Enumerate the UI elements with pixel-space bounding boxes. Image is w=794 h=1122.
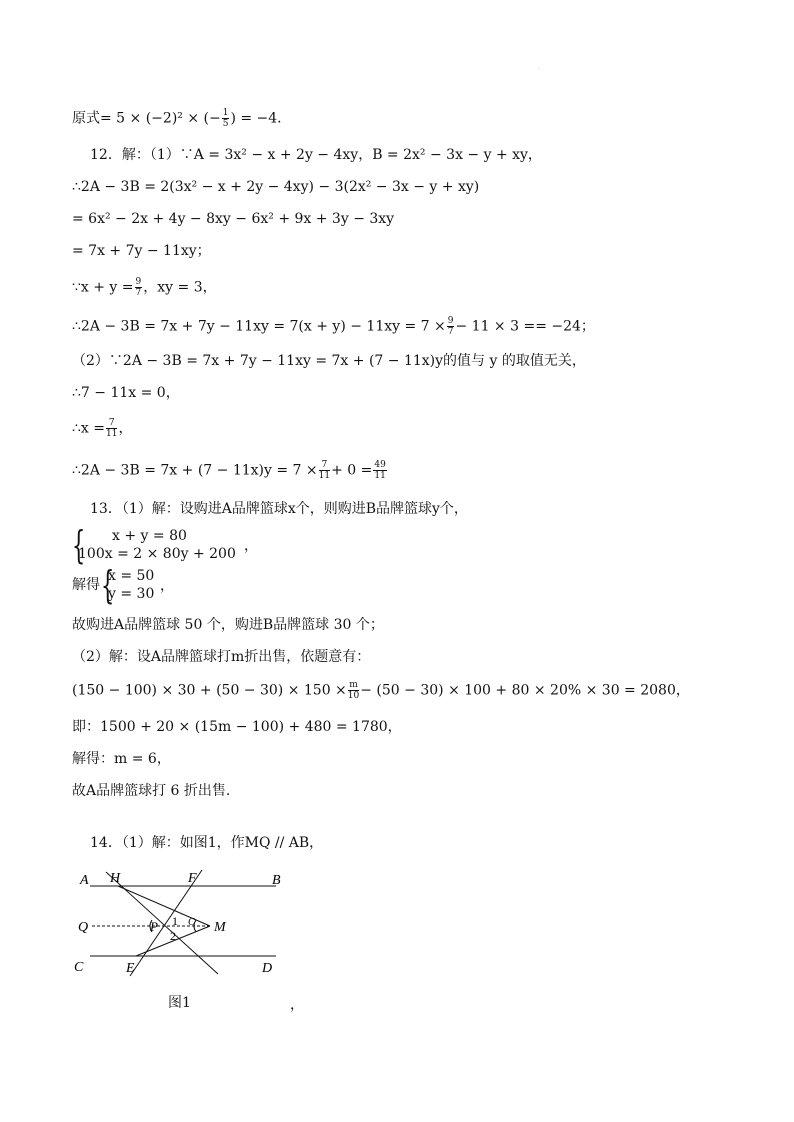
line-q12-given: 12．解：（1）∵A = 3x² − x + 2y − 4xy，B = 2x² − 3x − y + xy， [90, 147, 542, 163]
line-q12-part2: （2）∵2A − 3B = 7x + 7y − 11xy = 7x + (7 − 11x)y的值与 y 的取值无关， [72, 353, 586, 369]
label-1: 1 [172, 914, 178, 928]
geometry-figure [68, 864, 298, 1014]
label-e: E [126, 961, 135, 976]
line-q12-result2 [72, 460, 388, 481]
line-q13-answer2: 故A品牌篮球打 6 折出售. [72, 783, 231, 799]
numerator: 9 [135, 277, 142, 287]
line-q12-eq: ∴7 − 11x = 0， [72, 385, 180, 401]
text: ， [118, 420, 133, 437]
system-row: x + y = 80 [112, 528, 187, 544]
line-q13-simplify: 即：1500 + 20 × (15m − 100) + 480 = 1780， [72, 719, 402, 735]
denominator: 5 [222, 119, 229, 129]
denominator: 7 [447, 327, 454, 337]
system-row: y = 30 [108, 586, 155, 602]
numerator: m [349, 680, 358, 690]
numerator: 9 [447, 316, 454, 326]
text: 原式= 5 × (−2)² × (− [72, 110, 221, 127]
line-hm [118, 886, 210, 926]
label-h: H [110, 871, 121, 886]
trailing-comma: ， [290, 997, 304, 1013]
fraction [319, 460, 330, 481]
line-q12-condition [72, 277, 217, 298]
text: ，xy = 3， [143, 279, 217, 296]
system-tail: ， [244, 538, 258, 554]
brace: { [72, 523, 86, 567]
label-c: C [74, 960, 84, 975]
numerator: 7 [106, 418, 117, 429]
label-a: A [80, 873, 89, 888]
text: + 0 = [331, 462, 373, 479]
label-p: P [150, 919, 158, 934]
label-d: D [262, 961, 273, 976]
denominator: 11 [374, 471, 386, 481]
system-row: x = 50 [108, 568, 155, 584]
fraction [447, 316, 455, 337]
text: ∴x = [72, 420, 105, 437]
numerator: 1 [222, 108, 229, 118]
line-q12-step3: = 7x + 7y − 11xy； [72, 243, 211, 259]
label-b: B [272, 873, 281, 888]
scan-speck: · [538, 66, 540, 73]
line-q14-setup: 14．（1）解：如图1，作MQ // AB， [90, 835, 324, 851]
text: − 11 × 3 == −24； [455, 318, 595, 335]
solution-label: 解得 [72, 577, 100, 593]
fraction [373, 460, 386, 481]
text: ∴2A − 3B = 7x + (7 − 11x)y = 7 × [72, 462, 318, 479]
text: ∴2A − 3B = 7x + 7y − 11xy = 7(x + y) − 11xy = 7 × [72, 318, 446, 335]
fraction [222, 108, 230, 129]
line-q13-part2: （2）解：设A品牌篮球打m折出售，依题意有： [72, 649, 371, 665]
line-original-expression [72, 108, 282, 129]
text: ∵x + y = [72, 279, 134, 296]
label-2: 2 [170, 929, 176, 943]
fraction [106, 418, 117, 439]
line-q13-answer1: 故购进A品牌篮球 50 个，购进B品牌篮球 30 个； [72, 617, 384, 633]
line-q12-result1 [72, 316, 595, 337]
text: ) = −4. [230, 110, 282, 127]
label-c-small: C [188, 917, 195, 928]
numerator: 49 [374, 460, 386, 470]
brace: { [101, 563, 115, 607]
line-q12-x [72, 418, 132, 439]
text: − (50 − 30) × 100 + 80 × 20% × 30 = 2080， [360, 682, 690, 699]
label-q: Q [78, 920, 89, 935]
fraction [135, 277, 143, 298]
label-f: F [188, 871, 197, 886]
numerator: 7 [319, 460, 330, 471]
fraction [348, 680, 359, 701]
denominator: 11 [318, 471, 331, 481]
line-q13-equation [72, 680, 690, 701]
figure-caption: 图1 [168, 995, 191, 1011]
line-q12-step2: = 6x² − 2x + 4y − 8xy − 6x² + 9x + 3y − 3xy [72, 211, 395, 227]
denominator: 11 [105, 429, 118, 439]
line-q13-solution: 解得：m = 6， [72, 751, 171, 767]
denominator: 10 [347, 691, 360, 701]
system-tail: ， [160, 578, 174, 594]
line-hd [106, 872, 218, 974]
system-row: 100x = 2 × 80y + 200 [78, 546, 236, 562]
line-q13-setup: 13．（1）解：设购进A品牌篮球x个，则购进B品牌篮球y个， [90, 501, 468, 517]
denominator: 7 [135, 288, 142, 298]
line-q12-step1: ∴2A − 3B = 2(3x² − x + 2y − 4xy) − 3(2x² − 3x − y + xy) [72, 179, 480, 195]
label-m: M [214, 920, 226, 935]
text: (150 − 100) × 30 + (50 − 30) × 150 × [72, 682, 347, 699]
